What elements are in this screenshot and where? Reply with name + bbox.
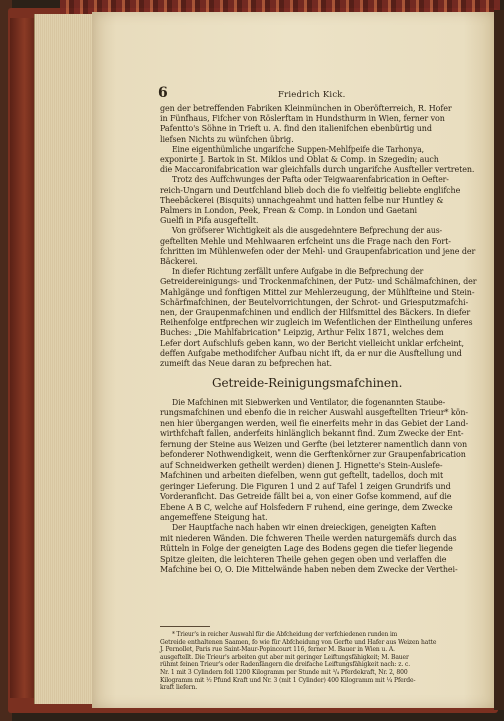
- paragraphs_top-line: Pafentto's Söhne in Trieft u. A. find den italienifchen ebenbürtig und: [160, 124, 432, 134]
- paragraphs_top-line: die Maccaronifabrication war gleichfalls durch ungarifche Ausfteller vertreten.: [160, 165, 475, 175]
- paragraphs_bottom-line: geringer Lieferung. Die Figuren 1 und 2 auf Tafel 1 zeigen Grundrifs und: [160, 481, 451, 491]
- paragraphs_top-line: nen, der Graupenmafchinen und endlich der Hilfsmittel des Bäckers. In diefer: [160, 308, 471, 317]
- paragraphs_bottom-line: angemeffene Steigung hat.: [160, 512, 268, 522]
- footnote-line: J. Pernollet, Paris rue Saint-Maur-Popincourt 116, ferner M. Bauer in Wien u. A.: [160, 646, 395, 654]
- paragraphs_bottom-line: Rütteln in Folge der geneigten Lage des Bodens gegen die tiefer liegende: [160, 544, 453, 554]
- paragraphs_top-line: Bäckerei.: [160, 257, 198, 266]
- paragraphs_top-line: gen der betreffenden Fabriken Kleinmünchen in Oberöfterreich, R. Hofer: [160, 104, 452, 113]
- paragraphs_top-line: Reihenfolge entfprechen wir zugleich im Wefentlichen der Eintheilung unferes: [160, 318, 473, 328]
- paragraphs_bottom-line: Ebene A B C, welche auf Holsfedern F ruhend, eine geringe, dem Zwecke: [160, 502, 453, 512]
- paragraphs_bottom-line: Mafchinen und arbeiten diefelben, wenn gut geftellt, tadellos, doch mit: [160, 471, 444, 481]
- book-spine-edge: [10, 18, 34, 698]
- paragraphs_top-line: Guelfi in Pifa ausgeftellt.: [160, 216, 259, 226]
- paragraphs_bottom-line: Spitze gleiten, die leichteren Theile gehen gegen oben und verlaffen die: [160, 554, 447, 564]
- page-stack-edges: [34, 14, 95, 704]
- paragraphs_top-line: geftellten Mehle und Mehlwaaren erfcheint uns die Frage nach den Fort-: [160, 236, 451, 246]
- paragraphs_bottom-line: wirthfchaft fallen, anderfeits hinlänglich bekannt find. Zum Zwecke der Ent-: [160, 429, 464, 439]
- paragraphs_bottom-line: Der Hauptfache nach haben wir einen dreieckigen, geneigten Kaften: [172, 523, 437, 533]
- paragraphs_top-line: exponirte J. Bartok in St. Miklos und Oblat & Comp. in Szegedin; auch: [160, 155, 439, 164]
- footnote-line: Kilogramm mit ½ Pfund Kraft und Nr. 3 (mit 1 Cylinder) 400 Kilogramm mit ¼ Pferde-: [160, 676, 416, 684]
- paragraphs_bottom-line: befonderer Nothwendigkeit, wenn die Gerftenkörner zur Graupenfabrication: [160, 450, 466, 460]
- paragraphs_top-line: reich-Ungarn und Deutfchland blieb doch die fo vielfeitig beliebte englifche: [160, 185, 461, 195]
- paragraphs_top-line: In diefer Richtung zerfällt unfere Aufgabe in die Befprechung der: [172, 267, 424, 277]
- page-number: 6: [158, 85, 168, 101]
- paragraphs_top-line: Schärfmafchinen, der Beutelvorrichtungen, der Schrot- und Griesputzmafchi-: [160, 297, 469, 307]
- paragraphs_top-line: Lefer dort Aufschlufs geben kann, wo der Bericht vielleicht unklar erfcheint,: [160, 338, 464, 348]
- paragraphs_bottom-line: nen hier übergangen werden, weil fie einerfeits mehr in das Gebiet der Land-: [160, 418, 469, 428]
- paragraphs_top-line: Von gröfserer Wichtigkeit als die ausgedehntere Befprechung der aus-: [172, 226, 443, 236]
- footnote-line: Nr. 1 mit 3 Cylindern foll 1200 Kilogramm per Stunde mit ³/₄ Pferdekraft, Nr. 2, 800: [160, 669, 408, 676]
- paragraphs_bottom-line: Die Mafchinen mit Siebwerken und Ventilator, die fogenannten Staube-: [172, 398, 446, 407]
- footnote-line: Getreide enthaltenen Saamen, fo wie für Abfcheidung von Gerfte und Hafer aus Weizen hatte: [160, 638, 437, 646]
- footnote-line: rühmt feinen Trieur's oder Radenfängern die dreifache Leiftungsfähigkeit nach: z. c.: [160, 661, 411, 669]
- paragraphs_top-line: Palmers in London, Peek, Frean & Comp. in London und Gaetani: [160, 206, 417, 215]
- running-head: Friedrich Kick.: [278, 90, 346, 100]
- footnote-line: kraft liefern.: [160, 684, 198, 692]
- footnote-line: * Trieur's in reicher Auswahl für die Abfcheidung der verfchiedenen runden im: [172, 631, 398, 638]
- paragraphs_bottom-line: mit niederen Wänden. Die fchweren Theile werden naturgemäfs durch das: [160, 533, 457, 543]
- paragraphs_top-line: deffen Aufgabe methodifcher Aufbau nicht ift, da er nur die Ausftellung und: [160, 348, 462, 358]
- footnote-line: ausgeftellt. Die Trieur's arbeiten gut aber mit geringer Leiftungsfähigkeit; M. Bauer: [160, 653, 409, 661]
- paragraphs_top-line: Eine eigenthümliche ungarifche Suppen-Mehlfpeife die Tarhonya,: [172, 144, 425, 154]
- paragraphs_top-line: in Fünfhaus, Fifcher von Röslerftam in Hundsthurm in Wien, ferner von: [160, 114, 445, 124]
- paragraphs_bottom-line: fernung der Steine aus Weizen und Gerfte (bei letzterer namentlich dann von: [160, 439, 468, 449]
- paragraphs_bottom-line: rungsmafchinen und ebenfo die in reicher Auswahl ausgeftellten Trieur* kön-: [160, 408, 468, 418]
- footnote-rule: [160, 626, 210, 627]
- paragraphs_top-line: Getreidereinigungs- und Trockenmafchinen, der Putz- und Schälmafchinen, der: [160, 277, 477, 287]
- paragraphs_top-line: Mahlgänge und fonftigen Mittel zur Mehlerzeugung, der Mühlfteine und Stein-: [160, 287, 475, 297]
- paragraphs_bottom-line: Mafchine bei O, O. Die Mittelwände haben neben dem Zwecke der Verthei-: [160, 565, 458, 575]
- paragraphs_top-line: fchritten im Mühlenwefen oder der Mehl- und Graupenfabrication und jene der: [160, 246, 476, 256]
- paragraphs_bottom-line: auf Schneidwerken getheilt werden) dienen J. Hignette's Stein-Auslefe-: [160, 460, 443, 470]
- paragraphs_top-line: Trotz des Auffchwunges der Pafta oder Teigwaarenfabrication in Oefter-: [172, 175, 449, 185]
- right-shadow-edge: [494, 10, 504, 710]
- paragraphs_top-line: Theebäckerei (Bisquits) unnachgeahmt und hatten felbe nur Huntley &: [160, 195, 444, 205]
- section-title: Getreide-Reinigungsmafchinen.: [212, 376, 403, 390]
- paragraphs_top-line: zumeift das Neue daran zu befprechen hat.: [160, 359, 332, 368]
- paragraphs_bottom-line: Vorderanficht. Das Getreide fällt bei a, von einer Gofse kommend, auf die: [160, 492, 452, 502]
- paragraphs_top-line: Buches: „Die Mahlfabrication" Leipzig, Arthur Felix 1871, welches dem: [160, 328, 444, 338]
- paragraphs_top-line: liefsen Nichts zu wünfchen übrig.: [160, 134, 294, 144]
